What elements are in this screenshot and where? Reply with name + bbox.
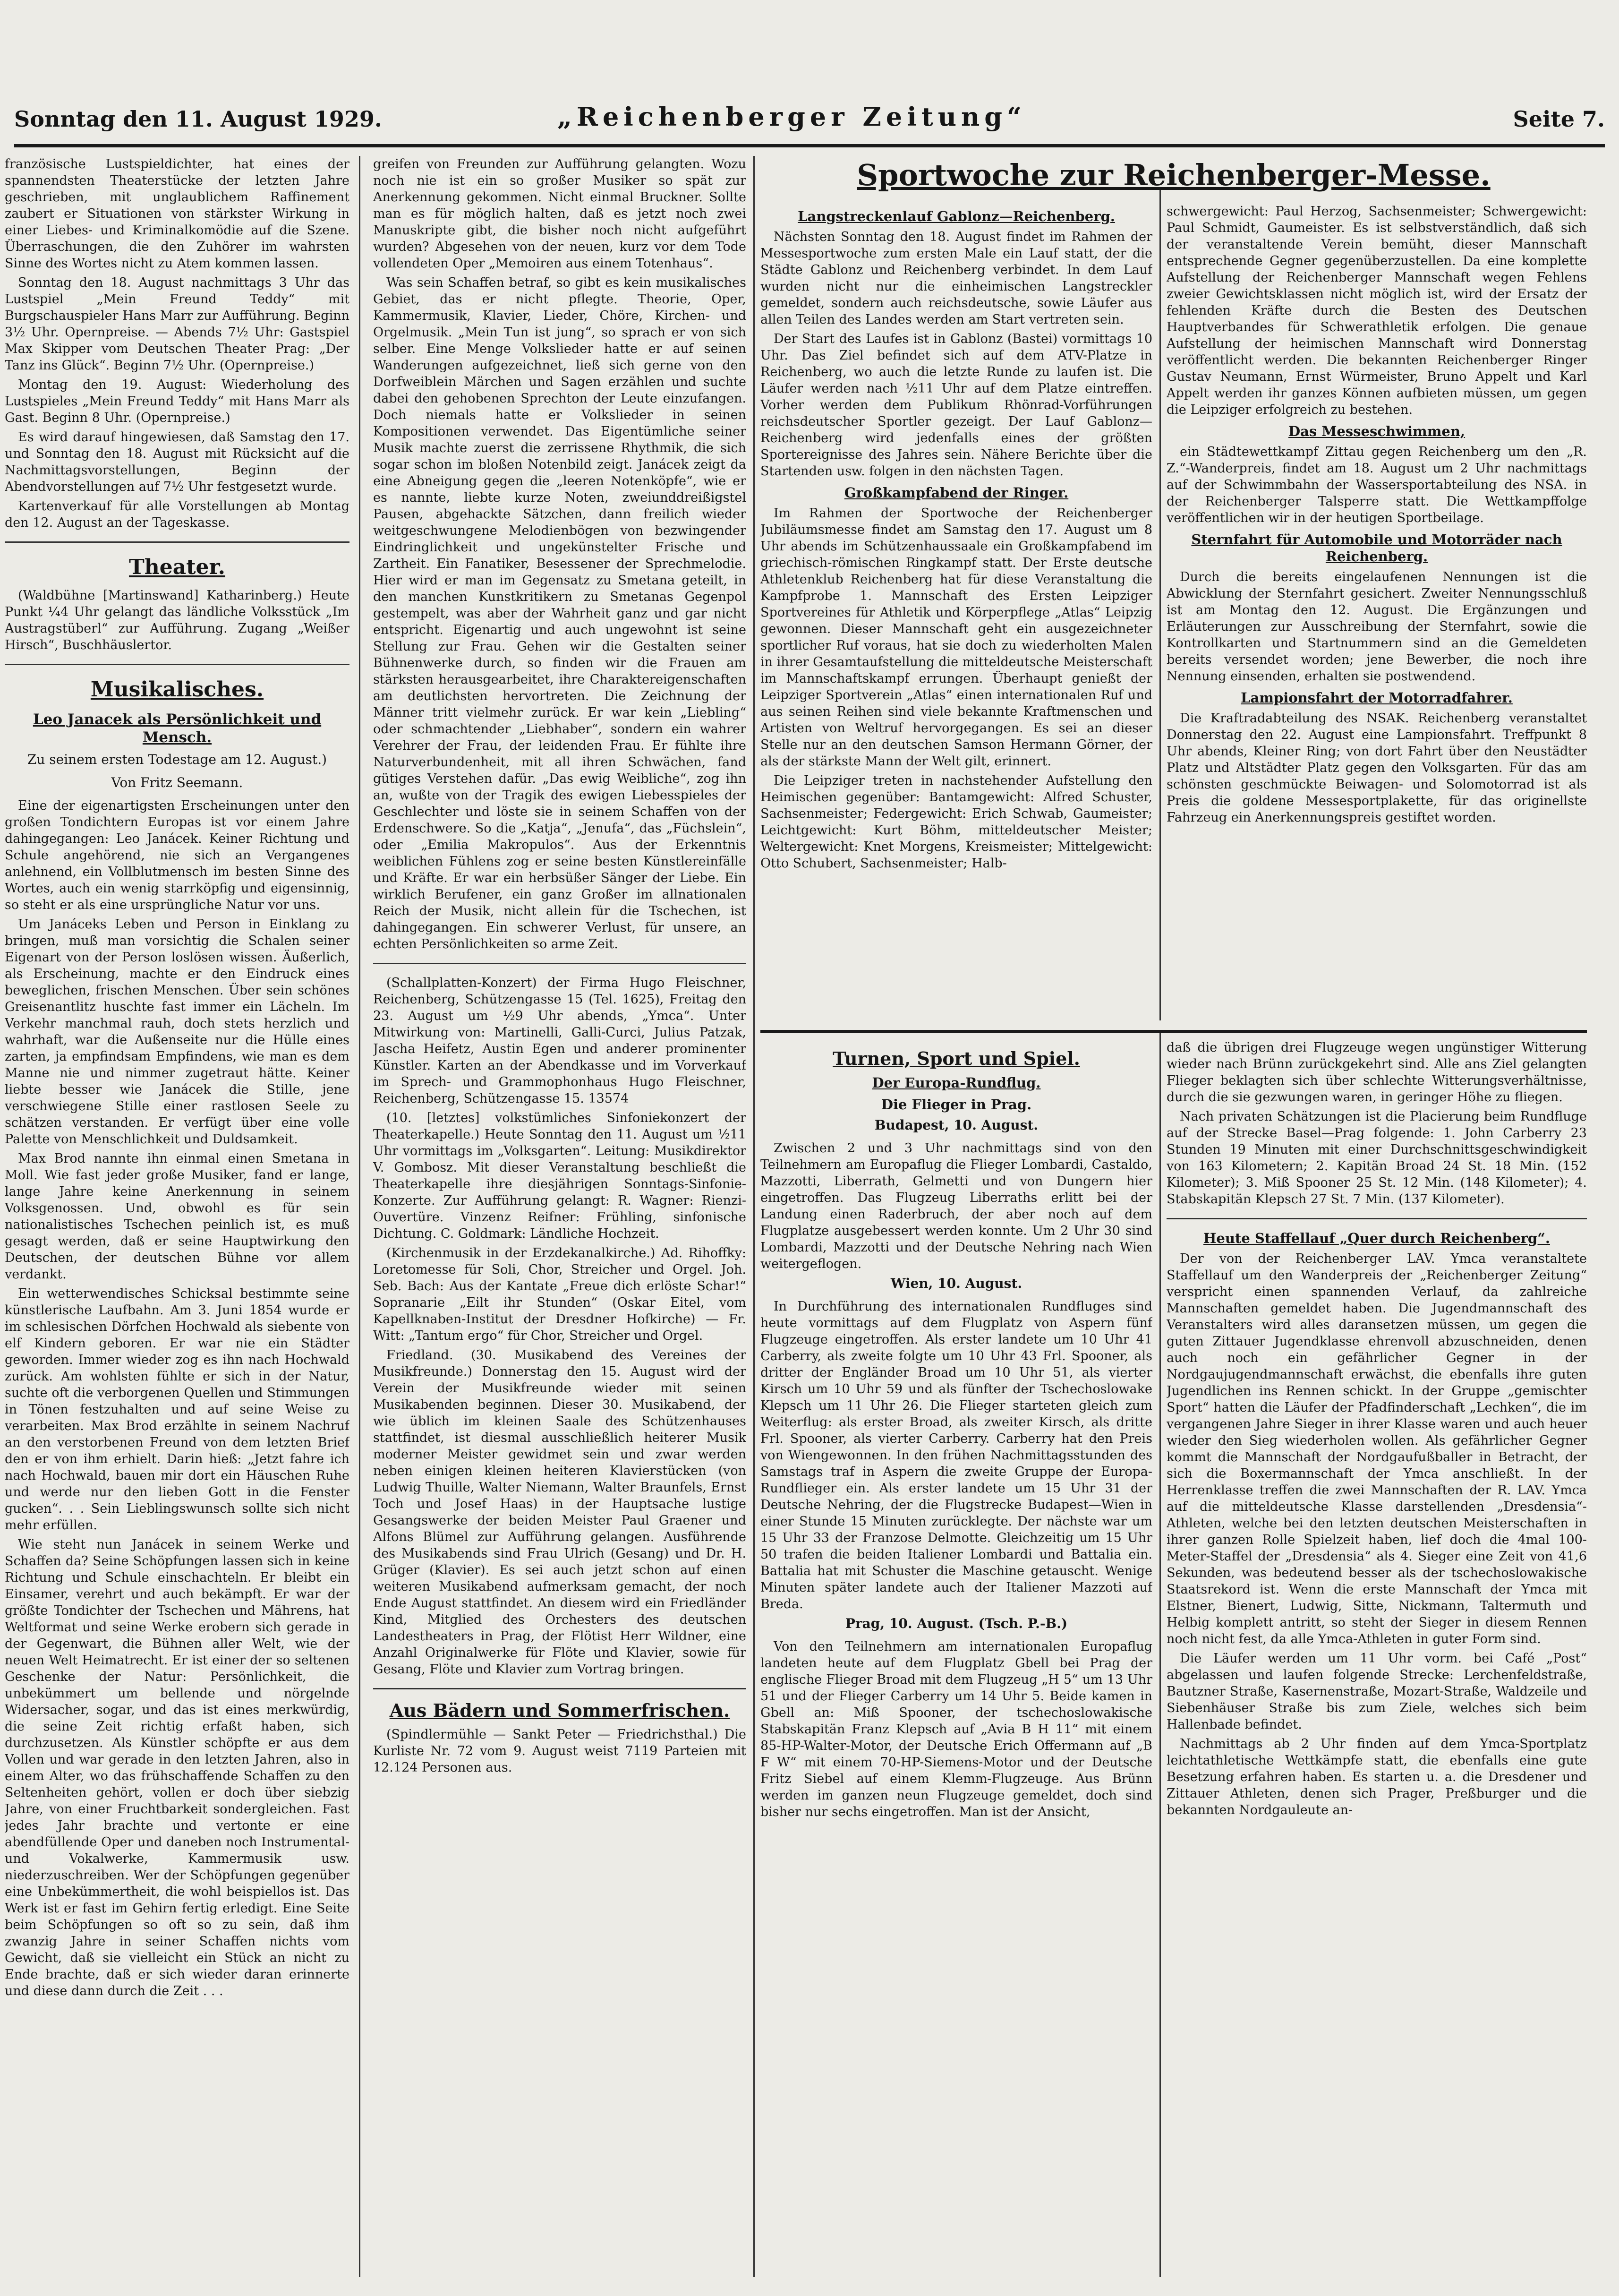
page-number: Seite 7. [1513, 106, 1605, 132]
heading-baeder: Aus Bädern und Sommerfrischen. [389, 1700, 730, 1721]
heading-musikalisches: Musikalisches. [90, 677, 264, 702]
article-paragraph: Die Kraftradabteilung des NSAK. Reichenberg veranstaltet Donnerstag den 22. August eine Lampionsfahrt. Treffpunkt 8 Uhr abends, Kleiner Ring; von dort Fahrt über den Neustädter Platz und Altstädter Platz gegen den Volksgarten. Für das am schönsten geschmückte Beiwagen- und Solomotorrad ist als Preis die goldene Messesportplakette, für das originellste Fahrzeug ein Anerkennungspreis gestiftet worden. [1167, 711, 1587, 825]
article-paragraph: französische Lustspieldichter, hat eines der spannendsten Theaterstücke der letzten Jahre geschrieben, mit unglaublichem Raffinement zaubert er Situationen von stärkster Wirkung in einer Liebes- und Kriminalkomödie auf die Szene. Überraschungen, die den Zuhörer im wahrsten Sinne des Wortes nicht zu Atem kommen lassen. [5, 157, 349, 271]
article-paragraph: (Waldbühne [Martinswand] Katharinberg.) Heute Punkt ¼4 Uhr gelangt das ländliche Volksstück „Im Austragstüberl“ zur Aufführung. Zugang „Weißer Hirsch“, Buschhäuslertor. [5, 588, 349, 652]
column-divider [1159, 189, 1161, 1020]
article-paragraph: (10. [letztes] volkstümliches Sinfoniekonzert der Theaterkapelle.) Heute Sonntag den 11. August um ½11 Uhr vormittags im „Volksgarten“. Leitung: Musikdirektor V. Gombosz. Mit dieser Veranstaltung beschließt die Theaterkapelle ihre diesjährigen Sonntags-Sinfonie-Konzerte. Zur Aufführung gelangt: R. Wagner: Rienzi-Ouvertüre. Vinzenz Reifner: Frühling, sinfonische Dichtung. C. Goldmark: Ländliche Hochzeit. [373, 1111, 746, 1241]
article-paragraph: In Durchführung des internationalen Rundfluges sind heute vormittags auf dem Flugplatz von Aspern fünf Flugzeuge eingetroffen. Als erster landete um 10 Uhr 41 Carberry, als zweite folgte um 10 Uhr 43 Frl. Spooner, als dritter der Engländer Broad um 10 Uhr 51, als vierter Kirsch um 10 Uhr 59 und als fünfter der Tschechoslowake Klepsch um 11 Uhr 26. Die Flieger starteten gleich zum Weiterflug: als erster Broad, als zweiter Kirsch, als dritte Frl. Spooner, als vierter Carberry. Carberry hat den Preis von Wiengewonnen. In den frühen Nachmittagsstunden des Samstags traf in Aspern die zweite Gruppe der Europa-Rundflieger ein. Als erster landete um 15 Uhr 31 der Deutsche Nehring, der die Flugstrecke Budapest—Wien in einer Stunde 15 Minuten zurücklegte. Der nächste war um 15 Uhr 33 der Franzose Delmotte. Gleichzeitig um 15 Uhr 50 trafen die beiden Italiener Lombardi und Battalia ein. Battalia hat mit Schuster die Maschine getauscht. Wenige Minuten später landete auch der Italiener Mazzoti auf Breda. [760, 1299, 1152, 1611]
heading-ringer: Großkampfabend der Ringer. [844, 485, 1069, 501]
heading-europa-rundflug: Der Europa-Rundflug. [872, 1075, 1041, 1091]
dateline-prag: Prag, 10. August. (Tsch. P.-B.) [845, 1616, 1068, 1631]
heading-sportwoche: Sportwoche zur Reichenberger-Messe. [857, 158, 1491, 192]
byline: Von Fritz Seemann. [111, 775, 243, 790]
heading-langstreckenlauf: Langstreckenlauf Gablonz—Reichenberg. [798, 208, 1115, 224]
section-rule [760, 1030, 1587, 1033]
dateline-budapest: Budapest, 10. August. [874, 1117, 1039, 1133]
article-paragraph: Montag den 19. August: Wiederholung des Lustspieles „Mein Freund Teddy“ mit Hans Marr als Gast. Beginn 8 Uhr. (Opernpreise.) [5, 377, 349, 425]
article-paragraph: Der Start des Laufes ist in Gablonz (Bastei) vormittags 10 Uhr. Das Ziel befindet sich auf dem ATV-Platze in Reichenberg, wo auch die letzte Runde zu laufen ist. Die Läufer werden nach ½11 Uhr auf dem Platze eintreffen. Vorher werden dem Publikum Rhönrad-Vorführungen reichsdeutscher Sportler gezeigt. Der Lauf Gablonz—Reichenberg wird jedenfalls eines der größten Sportereignisse des Jahres sein. Nähere Berichte über die Startenden usw. folgen in den nächsten Tagen. [760, 332, 1152, 479]
article-paragraph: Von den Teilnehmern am internationalen Europaflug landeten heute auf dem Flugplatz Gbell bei Prag der englische Flieger Broad mit dem Flugzeug „H 5“ um 13 Uhr 51 und der Flieger Carberry um 14 Uhr 5. Beide kamen in Gbell an: Miß Spooner, der tschechoslowakische Stabskapitän Franz Klepsch auf „Avia B H 11“ mit einem 85-HP-Walter-Motor, der Deutsche Erich Offermann auf „B F W“ mit einem 70-HP-Siemens-Motor und der Deutsche Fritz Siebel auf einem Klemm-Flugzeuge. Aus Brünn werden im ganzen neun Flugzeuge gemeldet, doch sind bisher nur sechs eingetroffen. Man ist der Ansicht, [760, 1639, 1152, 1819]
column-4-top [1167, 203, 1587, 1020]
heading-theater: Theater. [128, 555, 225, 579]
sport-section-header [760, 156, 1587, 198]
article-paragraph: Wie steht nun Janácek in seinem Werke und Schaffen da? Seine Schöpfungen lassen sich in keine Richtung und Schule einschachteln. Er bleibt ein Einsamer, verehrt und auch bekämpft. Er war der größte Tondichter der Tschechen und Mährens, hat Weltformat und seine Werke erobern sich gerade in der Gegenwart, die Bühnen aller Welt, wie der neuen Welt Heimatrecht. Er ist einer der so seltenen Geschenke der Natur: Persönlichkeit, die unbekümmert um bellende und nörgelnde Widersacher, sogar, und das ist eines merkwürdig, die seine Zeit richtig erfaßt haben, sich durchzusetzen. Als Künstler schöpfte er aus dem Vollen und war gerade in den letzten Jahren, also in einem Alter, wo das frühschaffende Schaffen zu den Seltenheiten gehört, vollen er doch über siebzig Jahre, von einer Fruchtbarkeit sondergleichen. Fast jedes Jahr brachte und vertonte er eine abendfüllende Oper und daneben noch Instrumental- und Vokalwerke, Kammermusik usw. niederzuschreiben. Wer der Schöpfungen gegenüber eine Unbekümmertheit, die wohl beispiellos ist. Das Werk ist er fast im Gehirn fertig erledigt. Eine Seite beim Schöpfungen so oft so zu sein, daß ihm zwanzig Jahre in seiner Schaffen nichts vom Gewicht, daß sie vielleicht ein Stück an nicht zu Ende brachte, daß er sich wieder daran erinnerte und diese dann durch die Zeit . . . [5, 1537, 349, 1998]
article-paragraph: Im Rahmen der Sportwoche der Reichenberger Jubiläumsmesse findet am Samstag den 17. August um 8 Uhr abends im Schützenhaussaale ein Großkampfabend im griechisch-römischen Ringkampf statt. Der Erste deutsche Athletenklub Reichenberg hat für diese Veranstaltung die Kampfprobe 1. Mannschaft des Ersten Leipziger Sportvereines für Athletik und Körperpflege „Atlas“ Leipzig gewonnen. Dieser Mannschaft geht ein ausgezeichneter sportlicher Ruf voraus, hat sie doch zu wiederholten Malen in ihrer Gesamtaufstellung die mitteldeutsche Meisterschaft im Mannschaftskampf errungen. Überhaupt genießt der Leipziger Sportverein „Atlas“ einen internationalen Ruf und aus seinen Reihen sind viele bekannte Kraftmenschen und Artisten von Weltruf hervorgegangen. Es sei an dieser Stelle nur an den deutschen Samson Hermann Görner, der als der stärkste Mann der Welt gilt, erinnert. [760, 506, 1152, 769]
article-paragraph: Durch die bereits eingelaufenen Nennungen ist die Abwicklung der Sternfahrt gesichert. Zweiter Nennungsschluß ist am Montag den 12. August. Die Ergänzungen und Erläuterungen zur Ausschreibung der Sternfahrt, sowie die Kontrollkarten und Startnummern sind an die Gemeldeten bereits versendet worden; jene Bewerber, die noch ihre Nennung einsenden, erhalten sie postwendend. [1167, 570, 1587, 684]
column-3-top [760, 203, 1152, 1020]
article-paragraph: ein Städtewettkampf Zittau gegen Reichenberg um den „R. Z.“-Wanderpreis, findet am 18. August um 2 Uhr nachmittags auf der Schwimmbahn der Wassersportabteilung des NSA. in der Reichenberger Talsperre statt. Die Wettkampffolge veröffentlichen wir in der heutigen Sportbeilage. [1167, 445, 1587, 525]
heading-lampionsfahrt: Lampionsfahrt der Motorradfahrer. [1241, 690, 1513, 706]
article-paragraph: Sonntag den 18. August nachmittags 3 Uhr das Lustspiel „Mein Freund Teddy“ mit Burgschauspieler Hans Marr zur Aufführung. Beginn 3½ Uhr. Opernpreise. — Abends 7½ Uhr: Gastspiel Max Skipper vom Deutschen Theater Prag: „Der Tanz ins Glück“. Beginn 7½ Uhr. (Opernpreise.) [5, 275, 349, 373]
heading-sternfahrt: Sternfahrt für Automobile und Motorräder nach Reichenberg. [1191, 531, 1562, 565]
section-divider [5, 541, 349, 543]
column-1 [5, 156, 349, 2277]
article-paragraph: Ein wetterwendisches Schicksal bestimmte seine künstlerische Laufbahn. Am 3. Juni 1854 wurde er im schlesischen Dörfchen Hochwald als siebente von elf Kindern geboren. Er war nie ein Städter geworden. Immer wieder zog es ihn nach Hochwald zurück. Am wohlsten fühlte er sich in der Natur, suchte oft die verborgenen Quellen und Stimmungen in Tönen festzuhalten und auf seine Weise zu verarbeiten. Max Brod erzählte in seinem Nachruf an den verstorbenen Freund von dem letzten Brief den er von ihm erhielt. Darin hieß: „Jetzt fahre ich nach Hochwald, bauen mir dort ein Häuschen Ruhe und werde nur den lieben Gott in die Fenster gucken“. . . Sein Lieblingswunsch sollte sich nicht mehr erfüllen. [5, 1286, 349, 1533]
article-paragraph: Friedland. (30. Musikabend des Vereines der Musikfreunde.) Donnerstag den 15. August wird der Verein der Musikfreunde wieder mit seinen Musikabenden beginnen. Dieser 30. Musikabend, der wie üblich im kleinen Saale des Schützenhauses stattfindet, ist diesmal ausschließlich heiterer Musik moderner Meister gewidmet sein und zwar werden neben einigen kleinen heiteren Klavierstücken (von Ludwig Thuille, Walter Niemann, Walter Braunfels, Ernst Toch und Josef Haas) in der Hauptsache lustige Gesangswerke der beiden Meister Paul Graener und Alfons Blümel zur Aufführung gelangen. Ausführende des Musikabends sind Frau Ulrich (Gesang) und Dr. H. Grüger (Klavier). Es sei auch jetzt schon auf einen weiteren Musikabend aufmerksam gemacht, der noch Ende August stattfindet. An diesem wird ein Friedländer Kind, Mitglied des Orchesters des deutschen Landestheaters in Prag, der Flötist Herr Wildner, eine Anzahl Originalwerke für Flöte und Klavier, sowie für Gesang, Flöte und Klavier zum Vortrag bringen. [373, 1348, 746, 1677]
article-paragraph: Es wird darauf hingewiesen, daß Samstag den 17. und Sonntag den 18. August mit Rücksicht auf die Nachmittagsvorstellungen, Beginn der Abendvorstellungen auf 7½ Uhr festgesetzt wurde. [5, 430, 349, 494]
newspaper-title: „Reichenberger Zeitung“ [557, 102, 1027, 132]
section-divider [5, 664, 349, 665]
heading-flieger-in-prag: Die Flieger in Prag. [881, 1097, 1032, 1113]
column-4-bottom [1167, 1039, 1587, 2277]
article-paragraph: Kartenverkauf für alle Vorstellungen ab Montag den 12. August an der Tageskasse. [5, 499, 349, 530]
subheading: Zu seinem ersten Todestage am 12. August.) [27, 752, 327, 767]
column-2 [373, 156, 746, 2277]
header-rule [14, 144, 1605, 147]
article-paragraph: Um Janáceks Leben und Person in Einklang zu bringen, muß man vorsichtig die Schalen seiner Eigenart von der Person loslösen wissen. Äußerlich, als Erscheinung, machte er den Eindruck eines beweglichen, frischen Menschen. Über sein schönes Greisenantlitz huschte fast immer ein Lächeln. Im Verkehr manchmal rauh, doch stets herzlich und wahrhaft, war die Außenseite nur die Hülle eines zarten, ja empfindsam Empfindens, wie man es dem Manne nie und nimmer zugetraut hätte. Keiner liebte besser wie Janácek die Stille, jene verschwiegene Stille einer rastlosen Seele zu schätzen verstanden. Er verfügt über eine volle Palette von Menschlichkeit und Duldsamkeit. [5, 917, 349, 1147]
article-paragraph: Nächsten Sonntag den 18. August findet im Rahmen der Messesportwoche zum ersten Male ein Lauf statt, der die Städte Gablonz und Reichenberg verbindet. In dem Lauf wurden nicht nur die einheimischen Langstreckler gemeldet, sondern auch reichsdeutsche, sowie Läufer aus allen Teilen des Landes werden am Start vertreten sein. [760, 230, 1152, 327]
heading-staffellauf: Heute Staffellauf „Quer durch Reichenberg“. [1203, 1230, 1550, 1246]
article-paragraph: Die Leipziger treten in nachstehender Aufstellung den Heimischen gegenüber: Bantamgewicht: Alfred Schuster, Sachsenmeister; Federgewicht: Erich Schwab, Gaumeister; Leichtgewicht: Kurt Böhm, mitteldeutscher Meister; Weltergewicht: Knet Morgens, Kreismeister; Mittelgewicht: Otto Schubert, Sachsenmeister; Halb- [760, 773, 1152, 871]
article-paragraph: greifen von Freunden zur Aufführung gelangten. Wozu noch nie ist ein so großer Musiker so spät zur Anerkennung gekommen. Nicht einmal Bruckner. Sollte man es für möglich halten, daß es jetzt noch zwei Manuskripte gibt, die bisher noch nicht aufgeführt wurden? Abgesehen von der neuen, kurz vor dem Tode vollendeten Oper „Memoiren aus einem Totenhaus“. [373, 157, 746, 271]
column-3-bottom [760, 1039, 1152, 2277]
article-paragraph: Max Brod nannte ihn einmal einen Smetana in Moll. Wie fast jeder große Musiker, fand er lange, lange Jahre keine Anerkennung in seinem Volksgenossen. Und, obwohl es für sein nationalistisches Tschechen peinlich ist, es muß gesagt werden, daß er seine Hauptwirkung den Deutschen, der deutschen Bühne vor allem verdankt. [5, 1151, 349, 1282]
column-divider [359, 156, 360, 2277]
article-paragraph: schwergewicht: Paul Herzog, Sachsenmeister; Schwergewicht: Paul Schmidt, Gaumeister. Es ist selbstverständlich, daß sich der veranstaltende Verein bemüht, dieser Mannschaft entsprechende Gegner gegenüberzustellen. Da eine komplette Aufstellung der Reichenberger Mannschaft wegen Fehlens zweier Gewichtsklassen nicht möglich ist, wird der Ersatz der fehlenden Kräfte durch die Besten des Deutschen Hauptverbandes für Schwerathletik erfolgen. Die genaue Aufstellung der heimischen Mannschaft wird Donnerstag veröffentlicht werden. Die bekannten Reichenberger Ringer Gustav Neumann, Ernst Würmeister, Bruno Appelt und Karl Appelt werden ihr ganzes Können aufbieten müssen, um gegen die Leipziger erfolgreich zu bestehen. [1167, 204, 1587, 417]
column-divider [1159, 1030, 1161, 2277]
heading-turnen-sport-spiel: Turnen, Sport und Spiel. [833, 1048, 1080, 1069]
article-paragraph: (Kirchenmusik in der Erzdekanalkirche.) Ad. Rihoffky: Loretomesse für Soli, Chor, Streicher und Orgel. Joh. Seb. Bach: Aus der Kantate „Freue dich erlöste Schar!“ Sopranarie „Eilt ihr Stunden“ (Oskar Eitel, vom Kapellknaben-Institut der Dresdner Hofkirche) — Fr. Witt: „Tantum ergo“ für Chor, Streicher und Orgel. [373, 1246, 746, 1343]
column-divider [753, 156, 755, 2277]
section-divider [373, 1688, 746, 1689]
section-divider [373, 963, 746, 964]
dateline-wien: Wien, 10. August. [890, 1276, 1023, 1291]
section-divider [1167, 1218, 1587, 1219]
article-paragraph: Nachmittags ab 2 Uhr finden auf dem Ymca-Sportplatz leichtathletische Wettkämpfe statt, die ebenfalls eine gute Besetzung erfahren haben. Es starten u. a. die Dresdener und Zittauer Athleten, denen sich Prager, Preßburger und die bekannten Nordgauleute an- [1167, 1737, 1587, 1817]
article-paragraph: Was sein Schaffen betraf, so gibt es kein musikalisches Gebiet, das er nicht pflegte. Theorie, Oper, Kammermusik, Klavier, Lieder, Chöre, Kirchen- und Orgelmusik. „Mein Tun ist jung“, so sprach er von sich selber. Eine Menge Volkslieder hatte er auf seinen Wanderungen aufgezeichnet, ließ sich gerne von den Dorfweiblein Märchen und Sagen erzählen und suchte dabei den gehobenen Sprechton der Leute einzufangen. Doch niemals hatte er Volkslieder in seinen Kompositionen verwendet. Das Eigentümliche seiner Musik machte zuerst die zerrissene Rhythmik, die sich sogar schon im bloßen Notenbild zeigt. Janácek zeigt da eine Abneigung gegen die „leeren Notenköpfe“, wie er es nannte, liebte kurze Noten, zweiunddreißigstel Pausen, abgehackte Sätzchen, dann freilich wieder weitgeschwungene Melodienbögen von bezwingender Eindringlichkeit und ungekünstelter Frische und Zartheit. Ein Fanatiker, Besessener der Sprechmelodie. Hier wird er man im Gegensatz zu Smetana geteilt, in den manchen Kunstkritikern zu Smetanas Gegenpol gestempelt, was aber der Wahrheit ganz und gar nicht entspricht. Eigenartig und auch ungewohnt ist seine Stellung zur Frau. Gehen wir die Gestalten seiner Bühnenwerke durch, so finden wir die Frauen am stärksten herausgearbeitet, ihre Charaktereigenschaften am deutlichsten hervortreten. Die Zeichnung der Männer tritt vielmehr zurück. Er war kein „Liebling“ oder schmachtender „Liebhaber“, sondern ein wahrer Verehrer der Frau, der leidenden Frau. Er fühlte ihre Naturverbundenheit, mit all ihren Schwächen, fand gütiges Verstehen dafür. „Das ewig Weibliche“, zog ihn an, wußte von der Tragik des ewigen Liebesspieles der Geschlechter und löste sie in seinem Schaffen von der Erdenschwere. So die „Katja“, „Jenufa“, das „Füchslein“, oder „Emilia Makropulos“. Aus der Erkenntnis weiblichen Fühlens zog er seine besten Künstlereinfälle und Kräfte. Er war ein herbsüßer Sänger der Liebe. Ein wirklich Berufener, ein ganz Großer im allnationalen Reich der Musik, nicht allein für die Tschechen, ist dahingegangen. Ein schwerer Verlust, für unsere, an echten Persönlichkeiten so arme Zeit. [373, 275, 746, 951]
issue-date: Sonntag den 11. August 1929. [14, 106, 382, 132]
heading-janacek: Leo Janacek als Persönlichkeit und Mensch. [33, 711, 322, 746]
article-paragraph: Zwischen 2 und 3 Uhr nachmittags sind von den Teilnehmern am Europaflug die Flieger Lombardi, Castaldo, Mazzotti, Liberrath, Gelmetti und von Dungern hier eingetroffen. Das Flugzeug Liberraths erlitt bei der Landung einen Raderbruch, der aber noch auf dem Flugplatze ausgebessert werden konnte. Um 2 Uhr 30 sind Lombardi, Mazzotti und der Deutsche Nehring nach Wien weitergeflogen. [760, 1141, 1152, 1271]
article-paragraph: Die Läufer werden um 11 Uhr vorm. bei Café „Post“ abgelassen und laufen folgende Strecke: Lerchenfeldstraße, Bautzner Straße, Kasernenstraße, Mozart-Straße, Waldzeile und Siebenhäuser Straße bis zum Ziele, welches sich beim Hallenbade befindet. [1167, 1651, 1587, 1732]
article-paragraph: (Spindlermühle — Sankt Peter — Friedrichsthal.) Die Kurliste Nr. 72 vom 9. August weist 7119 Parteien mit 12.124 Personen aus. [373, 1727, 746, 1775]
heading-messeschwimmen: Das Messeschwimmen, [1288, 423, 1466, 439]
article-paragraph: Eine der eigenartigsten Erscheinungen unter den großen Tondichtern Europas ist vor einem Jahre dahingegangen: Leo Janácek. Keiner Richtung und Schule angehörend, nie sich an Vergangenes anlehnend, ein Vollblutmensch im besten Sinne des Wortes, auch ein wenig starrköpfig und eigensinnig, so steht er als eine ursprüngliche Natur vor uns. [5, 798, 349, 912]
article-paragraph: Der von der Reichenberger LAV. Ymca veranstaltete Staffellauf um den Wanderpreis der „Reichenberger Zeitung“ verspricht einen spannenden Verlauf, da zahlreiche Mannschaften gemeldet haben. Die Jugendmannschaft des Veranstalters wird alles daransetzen müssen, um gegen die guten Zittauer Jugendklasse ehrenvoll abzuschneiden, denen auch noch ein gefährlicher Gegner in der Nordgaujugendmannschaft erwächst, die ebenfalls ihre guten Jugendlichen ins Rennen schickt. In der Gruppe „gemischter Sport“ hatten die Läufer der Pfadfinderschaft „Lechken“, die im vergangenen Jahre Sieger in ihrer Klasse waren und auch heuer wieder den Sieg wiederholen wollen. Als gefährlicher Gegner kommt die Mannschaft der Nordgaufußballer in Betracht, der sich die Boxermannschaft der Ymca anschließt. In der Herrenklasse treffen die zwei Mannschaften der R. LAV. Ymca auf die mitteldeutsche Klasse darstellenden „Dresdensia“-Athleten, welche bei den letzten deutschen Meisterschaften in ihrer ganzen Rolle Spielzeit haben, lief doch die 4mal 100-Meter-Staffel der „Dresdensia“ als 4. Sieger eine Zeit von 41,6 Sekunden, was bedeutend besser als der tschechoslowakische Staatsrekord ist. Wenn die erste Mannschaft der Ymca mit Elstner, Bienert, Ludwig, Sitte, Nickmann, Taltermuth und Helbig komplett antritt, so steht der Sieger in diesem Rennen noch nicht fest, da alle Ymca-Athleten in guter Form sind. [1167, 1251, 1587, 1646]
article-paragraph: (Schallplatten-Konzert) der Firma Hugo Fleischner, Reichenberg, Schützengasse 15 (Tel. 1625), Freitag den 23. August um ½9 Uhr abends, „Ymca“. Unter Mitwirkung von: Martinelli, Galli-Curci, Julius Patzak, Jascha Heifetz, Austin Egen und anderer prominenter Künstler. Karten an der Abendkasse und im Vorverkauf im Sprech- und Grammophonhaus Hugo Fleischner, Reichenberg, Schützengasse 15. 13574 [373, 976, 746, 1106]
article-paragraph: daß die übrigen drei Flugzeuge wegen ungünstiger Witterung wieder nach Brünn zurückgekehrt sind. Alle ans Ziel gelangten Flieger beklagten sich über schlechte Witterungsverhältnisse, durch die sie gezwungen waren, in geringer Höhe zu fliegen. [1167, 1040, 1587, 1105]
article-paragraph: Nach privaten Schätzungen ist die Placierung beim Rundfluge auf der Strecke Basel—Prag folgende: 1. John Carberry 23 Stunden 19 Minuten mit einer Durchschnittsgeschwindigkeit von 163 Kilometern; 2. Kapitän Broad 24 St. 18 Min. (152 Kilometer); 3. Miß Spooner 25 St. 12 Min. (148 Kilometer); 4. Stabskapitän Klepsch 27 St. 7 Min. (137 Kilometer). [1167, 1109, 1587, 1207]
